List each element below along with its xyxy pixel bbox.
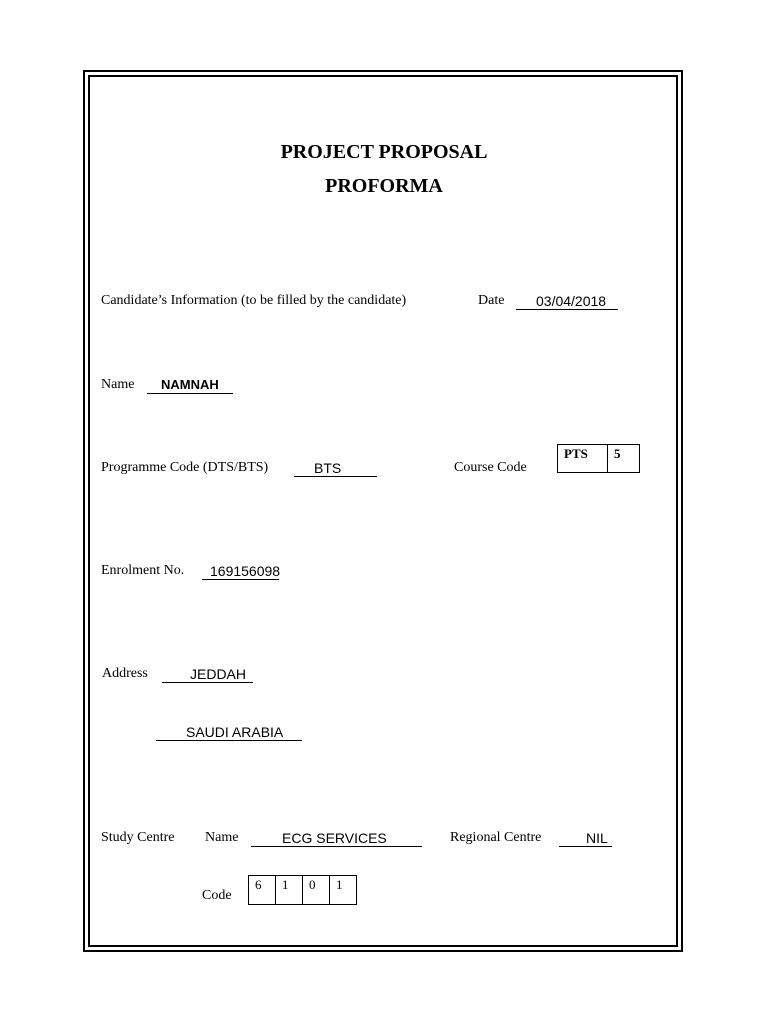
regional-centre-field[interactable]: NIL [559,830,612,847]
study-centre-code-label: Code [202,888,232,903]
enrolment-field[interactable]: 169156098 [202,563,279,580]
course-code-cell[interactable]: PTS [558,445,608,473]
course-code-cell[interactable]: 5 [608,445,640,473]
name-field[interactable]: NAMNAH [147,377,233,394]
regional-centre-label: Regional Centre [450,830,542,845]
code-digit-cell[interactable]: 0 [303,876,330,905]
candidate-info-label: Candidate’s Information (to be filled by the candidate) [101,293,407,308]
address-line2-field[interactable]: SAUDI ARABIA [156,724,302,741]
date-label: Date [478,293,505,308]
page-title: PROJECT PROPOSAL [280,141,488,163]
programme-code-label: Programme Code (DTS/BTS) [101,460,269,475]
study-centre-name-label: Name [205,830,239,845]
study-centre-label: Study Centre [101,830,175,845]
programme-code-field[interactable]: BTS [294,460,377,477]
study-centre-code-box [248,875,357,905]
page-border-inner [88,75,678,947]
study-centre-name-field[interactable]: ECG SERVICES [251,830,422,847]
code-digit-cell[interactable]: 6 [249,876,276,905]
code-digit-cell[interactable]: 1 [330,876,357,905]
course-code-box [557,444,640,473]
date-field[interactable]: 03/04/2018 [516,293,618,310]
code-digit-cell[interactable]: 1 [276,876,303,905]
name-label: Name [101,377,135,392]
address-line1-field[interactable]: JEDDAH [162,666,253,683]
enrolment-label: Enrolment No. [101,563,185,578]
address-label: Address [102,666,148,681]
course-code-label: Course Code [454,460,527,475]
page-subtitle: PROFORMA [325,175,443,197]
